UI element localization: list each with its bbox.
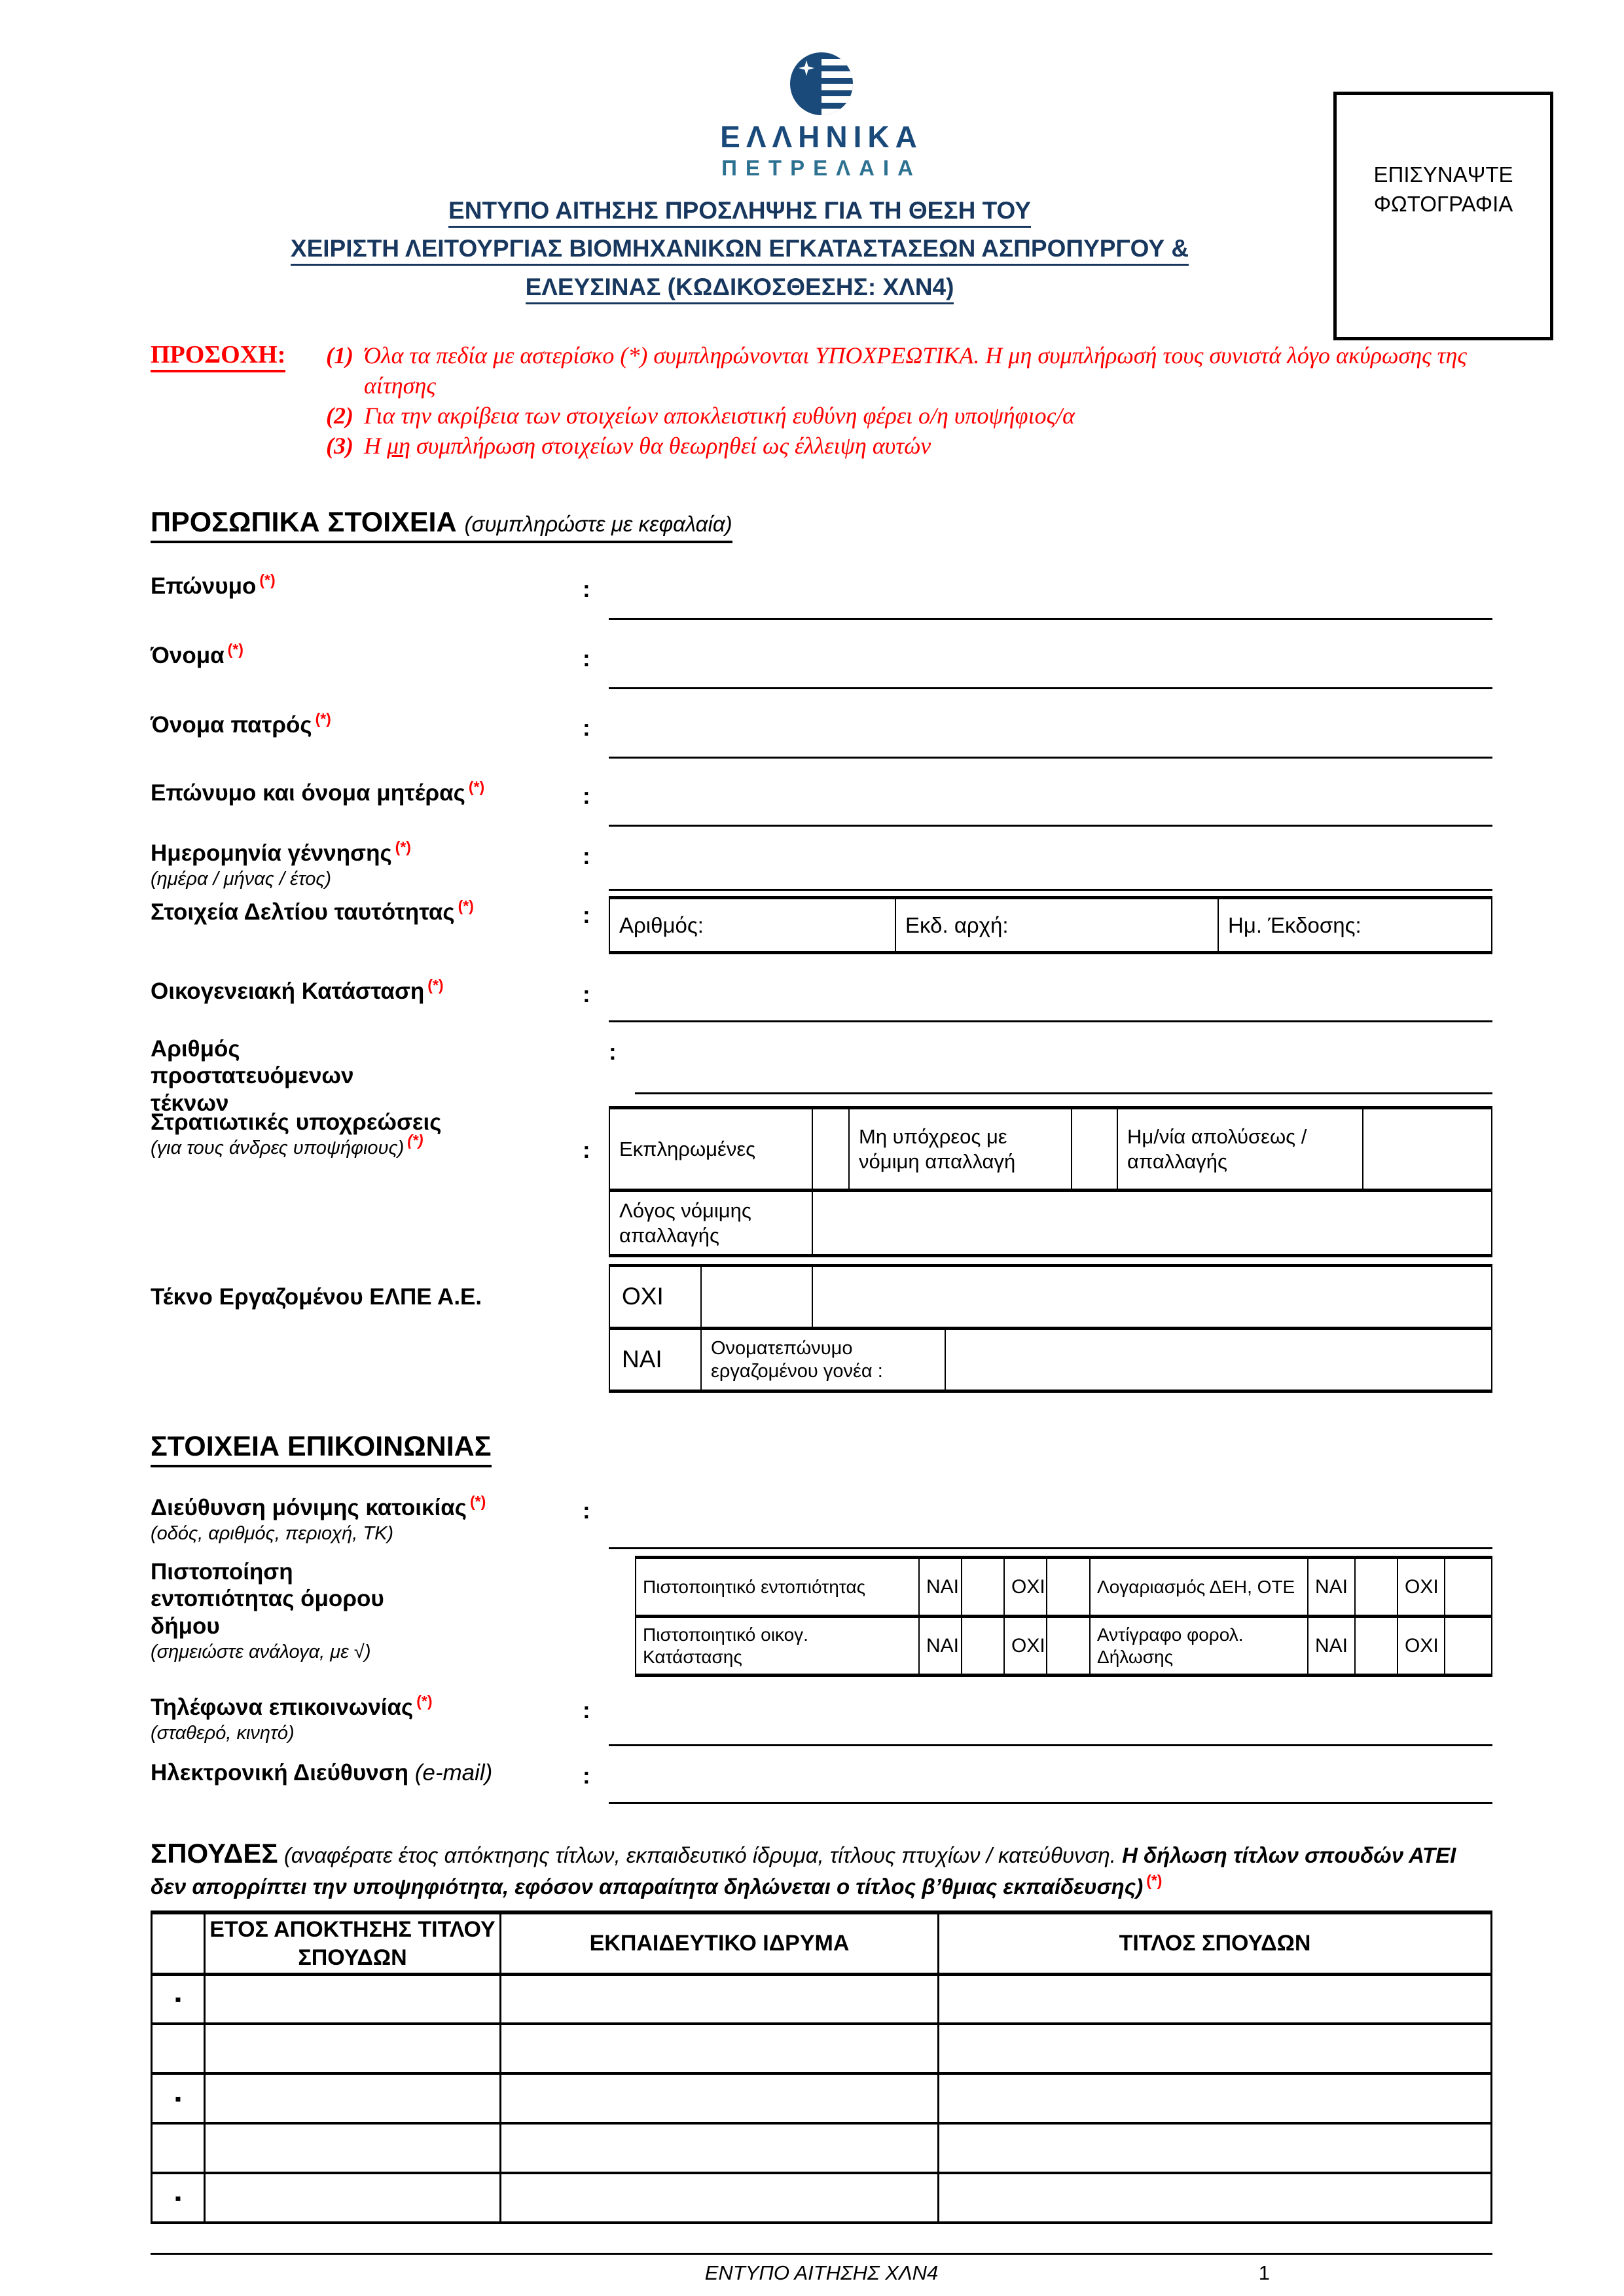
field-row-mother-name	[151, 777, 1492, 827]
identity-card-colon: :	[583, 903, 590, 929]
footer-form-code: ΕΝΤΥΠΟ ΑΙΤΗΣΗΣ ΧΛΝ4	[704, 2261, 939, 2285]
warning-label: ΠΡΟΣΟΧΗ:	[151, 340, 326, 461]
cert-tax-copy-no-label: ΟΧΙ	[1398, 1617, 1445, 1676]
email-colon: :	[583, 1763, 590, 1789]
elpe-employee-child-table	[609, 1264, 1492, 1393]
required-star: (*)	[395, 838, 411, 856]
form-title-line-2: ΧΕΙΡΙΣΤΗ ΛΕΙΤΟΥΡΓΙΑΣ ΒΙΟΜΗΧΑΝΙΚΩΝ ΕΓΚΑΤΑΣΤΑΣΕΩΝ ΑΣΠΡΟΠΥΡΓΟΥ &	[291, 235, 1189, 266]
contact-heading-text: ΣΤΟΙΧΕΙΑ ΕΠΙΚΟΙΝΩΝΙΑΣ	[151, 1431, 492, 1463]
marital-status-label: Οικογενειακή Κατάσταση (*)	[151, 977, 444, 1005]
bullet-icon: ▪	[152, 1974, 205, 2024]
education-row-3-title-cell[interactable]	[939, 2073, 1492, 2123]
elpe-no-extra-cell[interactable]	[812, 1266, 1492, 1329]
field-row-address	[151, 1492, 1492, 1549]
marital-status-input-line[interactable]	[609, 975, 1492, 1022]
form-title	[151, 196, 1329, 302]
warning-item-3-number: (3)	[326, 432, 353, 459]
military-fulfilled-checkbox[interactable]	[812, 1108, 849, 1191]
military-fulfilled-label: Εκπληρωμένες	[609, 1108, 812, 1191]
page-footer	[151, 2253, 1492, 2285]
education-row-2-title-cell[interactable]	[939, 2024, 1492, 2073]
education-row-2	[152, 2024, 1492, 2073]
mother-name-label: Επώνυμο και όνομα μητέρας (*)	[151, 778, 485, 806]
protected-children-input-line[interactable]	[635, 1033, 1492, 1094]
surname-input-line[interactable]	[609, 570, 1492, 620]
phones-label: Τηλέφωνα επικοινωνίας (*) (σταθερό, κινητό)	[151, 1691, 583, 1746]
address-label: Διεύθυνση μόνιμης κατοικίας (*) (οδός, αριθμός, περιοχή, ΤΚ)	[151, 1492, 583, 1549]
education-row-1-year-cell[interactable]	[205, 1974, 501, 2024]
military-exempt-checkbox[interactable]	[1072, 1108, 1117, 1191]
marital-status-colon: :	[583, 982, 590, 1008]
elpe-no-label: ΟΧΙ	[609, 1266, 701, 1329]
mother-name-input-line[interactable]	[609, 777, 1492, 827]
education-row-1-title-cell[interactable]	[939, 1974, 1492, 2024]
elpe-parent-name-cell[interactable]	[945, 1329, 1492, 1391]
cert-family-status-no-label: ΟΧΙ	[1004, 1617, 1047, 1676]
warning-item-2-number: (2)	[326, 402, 353, 429]
cert-utility-bill-no-label: ΟΧΙ	[1398, 1558, 1445, 1617]
military-exempt-label: Μη υπόχρεος με νόμιμη απαλλαγή	[849, 1108, 1072, 1191]
education-year-header: ΕΤΟΣ ΑΠΟΚΤΗΣΗΣ ΤΙΤΛΟΥ ΣΠΟΥΔΩΝ	[205, 1912, 501, 1974]
email-label: Ηλεκτρονική Διεύθυνση (e-mail)	[151, 1760, 493, 1786]
bullet-icon: ▪	[152, 2073, 205, 2123]
field-row-email	[151, 1757, 1492, 1804]
phones-input-line[interactable]	[609, 1691, 1492, 1746]
warning-item-1-number: (1)	[326, 342, 353, 368]
name-input-line[interactable]	[609, 639, 1492, 689]
elpe-parent-name-label: Ονοματεπώνυμο εργαζομένου γονέα :	[701, 1329, 945, 1391]
military-exemption-reason-cell[interactable]	[812, 1191, 1492, 1256]
elpe-no-checkbox[interactable]	[701, 1266, 812, 1329]
locality-certification-label: Πιστοποίηση εντοπιότητας όμορου δήμου (σημειώστε ανάλογα, με √)	[151, 1556, 442, 1677]
military-exemption-reason-label: Λόγος νόμιμης απαλλαγής	[609, 1191, 812, 1256]
mother-name-colon: :	[583, 783, 590, 810]
education-row-2-institution-cell[interactable]	[501, 2024, 939, 2073]
required-star: (*)	[458, 897, 474, 915]
cert-family-status-no-checkbox[interactable]	[1047, 1617, 1090, 1676]
military-service-table	[609, 1106, 1492, 1257]
education-row-3-year-cell[interactable]	[205, 2073, 501, 2123]
id-issue-date-cell[interactable]: Ημ. Έκδοσης:	[1218, 898, 1492, 953]
protected-children-label: Αριθμός προστατευόμενων τέκνων	[151, 1036, 354, 1116]
education-row-1-institution-cell[interactable]	[501, 1974, 939, 2024]
field-row-phones	[151, 1691, 1492, 1746]
cert-utility-bill-label: Λογαριασμός ΔΕΗ, ΟΤΕ	[1090, 1558, 1308, 1617]
company-logo-icon	[789, 51, 854, 117]
cert-utility-bill-no-checkbox[interactable]	[1445, 1558, 1492, 1617]
education-row-5-institution-cell[interactable]	[501, 2173, 939, 2223]
cert-locality-no-label: ΟΧΙ	[1004, 1558, 1047, 1617]
section-heading-contact	[151, 1431, 1492, 1463]
surname-label: Επώνυμο (*)	[151, 571, 276, 600]
cert-utility-bill-yes-checkbox[interactable]	[1355, 1558, 1398, 1617]
education-row-4	[152, 2123, 1492, 2173]
cert-locality-no-checkbox[interactable]	[1047, 1558, 1090, 1617]
field-row-name	[151, 639, 1492, 689]
education-row-5-year-cell[interactable]	[205, 2173, 501, 2223]
field-row-father-name	[151, 709, 1492, 759]
required-star: (*)	[427, 977, 444, 994]
education-row-4-year-cell[interactable]	[205, 2123, 501, 2173]
cert-family-status-label: Πιστοποιητικό οικογ. Κατάστασης	[636, 1617, 919, 1676]
warning-item-1	[326, 340, 1492, 401]
military-service-sublabel: (για τους άνδρες υποψήφιους) (*)	[151, 1132, 424, 1159]
studies-intro	[151, 1835, 1492, 1901]
required-star: (*)	[259, 571, 276, 589]
address-colon: :	[583, 1498, 590, 1524]
name-label: Όνομα (*)	[151, 641, 244, 669]
education-row-5-title-cell[interactable]	[939, 2173, 1492, 2223]
education-row-1	[152, 1974, 1492, 2024]
education-bullet-header	[152, 1912, 205, 1974]
address-input-line[interactable]	[609, 1492, 1492, 1549]
identity-card-table	[609, 896, 1492, 954]
required-star: (*)	[407, 1132, 424, 1149]
cert-locality-yes-label: ΝΑΙ	[919, 1558, 962, 1617]
father-name-label: Όνομα πατρός (*)	[151, 710, 331, 738]
warning-item-1-text: Όλα τα πεδία με αστερίσκο (*) συμπληρώνονται ΥΠΟΧΡΕΩΤΙΚΑ. Η μη συμπλήρωσή τους συνιστά λόγο ακύρωσης της αίτησης	[364, 342, 1468, 399]
footer-page-number: 1	[1258, 2261, 1270, 2285]
cert-tax-copy-no-checkbox[interactable]	[1445, 1617, 1492, 1676]
field-row-military-service	[151, 1106, 1492, 1257]
personal-heading-text: ΠΡΟΣΩΠΙΚΑ ΣΤΟΙΧΕΙΑ	[151, 507, 457, 539]
education-table	[151, 1910, 1492, 2224]
military-service-colon: :	[583, 1138, 590, 1164]
cert-family-status-yes-checkbox[interactable]	[962, 1617, 1004, 1676]
warning-item-3	[326, 431, 1492, 461]
studies-note-bold: Η δήλωση τίτλων σπουδών ΑΤΕΙ δεν απορρίπτει την υποψηφιότητα, εφόσον απαραίτητα δηλώνεται ο τίτλος β’θμιας εκπαίδευσης)	[151, 1843, 1456, 1899]
education-row-4-institution-cell[interactable]	[501, 2123, 939, 2173]
photo-attachment-label: ΕΠΙΣΥΝΑΨΤΕ ΦΩΤΟΓΡΑΦΙΑ	[1373, 162, 1513, 216]
personal-heading-note: (συμπληρώστε με κεφαλαία)	[464, 512, 732, 537]
military-discharge-date-cell[interactable]	[1363, 1108, 1492, 1191]
warning-item-3-text: Η μη συμπλήρωση στοιχείων θα θεωρηθεί ως έλλειψη αυτών	[364, 432, 931, 459]
required-star: (*)	[315, 710, 331, 728]
field-row-identity-card	[151, 896, 1492, 954]
field-row-locality-certification	[151, 1556, 1492, 1677]
identity-card-label: Στοιχεία Δελτίου ταυτότητας (*)	[151, 897, 474, 925]
required-star: (*)	[469, 1493, 486, 1511]
cert-locality-yes-checkbox[interactable]	[962, 1558, 1004, 1617]
cert-tax-copy-yes-label: ΝΑΙ	[1308, 1617, 1355, 1676]
field-row-elpe-employee-child	[151, 1264, 1492, 1393]
id-number-cell[interactable]: Αριθμός:	[609, 898, 895, 953]
elpe-employee-child-label: Τέκνο Εργαζομένου ΕΛΠΕ Α.Ε.	[151, 1284, 482, 1310]
photo-attachment-box[interactable]	[1333, 92, 1553, 340]
field-row-marital-status	[151, 975, 1492, 1022]
education-row-5	[152, 2173, 1492, 2223]
cert-tax-copy-yes-checkbox[interactable]	[1355, 1617, 1398, 1676]
birth-date-sublabel: (ημέρα / μήνας / έτος)	[151, 869, 332, 890]
warning-items	[326, 340, 1492, 461]
birth-date-input-line[interactable]	[609, 837, 1492, 891]
required-star: (*)	[1146, 1871, 1163, 1889]
field-row-surname	[151, 570, 1492, 620]
cert-tax-copy-label: Αντίγραφο φορολ. Δήλωσης	[1090, 1617, 1308, 1676]
warning-block	[151, 340, 1492, 461]
company-name-line2: ΠΕΤΡΕΛΑΙΑ	[721, 156, 922, 180]
education-row-2-year-cell[interactable]	[205, 2024, 501, 2073]
birth-date-label: Ημερομηνία γέννησης (*) (ημέρα / μήνας / έτος)	[151, 837, 583, 891]
locality-certification-table	[635, 1556, 1492, 1677]
required-star: (*)	[227, 641, 244, 658]
education-row-3	[152, 2073, 1492, 2123]
cert-locality-label: Πιστοποιητικό εντοπιότητας	[636, 1558, 919, 1617]
company-logo	[151, 51, 1492, 179]
education-title-header: ΤΙΤΛΟΣ ΣΠΟΥΔΩΝ	[939, 1912, 1492, 1974]
education-table-header-row	[152, 1912, 1492, 1974]
email-sublabel: (e-mail)	[414, 1760, 493, 1786]
required-star: (*)	[468, 778, 485, 796]
field-row-protected-children	[151, 1033, 1492, 1116]
protected-children-colon: :	[609, 1039, 617, 1066]
warning-item-2	[326, 401, 1492, 431]
birth-date-colon: :	[583, 844, 590, 870]
company-name-line1: ΕΛΛΗΝΙΚΑ	[720, 120, 923, 154]
bullet-icon: ▪	[152, 2173, 205, 2223]
military-discharge-date-label: Ημ/νία απολύσεως /απαλλαγής	[1117, 1108, 1363, 1191]
cert-utility-bill-yes-label: ΝΑΙ	[1308, 1558, 1355, 1617]
form-title-line-3: ΕΛΕΥΣΙΝΑΣ (ΚΩΔΙΚΟΣΘΕΣΗΣ: ΧΛΝ4)	[526, 274, 954, 304]
locality-certification-sublabel: (σημειώστε ανάλογα, με √)	[151, 1641, 371, 1662]
field-row-birth-date	[151, 837, 1492, 891]
cert-family-status-yes-label: ΝΑΙ	[919, 1617, 962, 1676]
father-name-colon: :	[583, 715, 590, 742]
phones-colon: :	[583, 1698, 590, 1724]
section-heading-personal	[151, 507, 1492, 539]
studies-heading: ΣΠΟΥΔΕΣ	[151, 1838, 278, 1869]
email-input-line[interactable]	[609, 1757, 1492, 1804]
form-title-line-1: ΕΝΤΥΠΟ ΑΙΤΗΣΗΣ ΠΡΟΣΛΗΨΗΣ ΓΙΑ ΤΗ ΘΕΣΗ ΤΟΥ	[448, 197, 1031, 228]
father-name-input-line[interactable]	[609, 709, 1492, 759]
warning-item-2-text: Για την ακρίβεια των στοιχείων αποκλειστική ευθύνη φέρει ο/η υποψήφιος/α	[364, 402, 1075, 429]
address-sublabel: (οδός, αριθμός, περιοχή, ΤΚ)	[151, 1523, 394, 1545]
surname-colon: :	[583, 577, 590, 603]
phones-sublabel: (σταθερό, κινητό)	[151, 1723, 295, 1744]
military-service-label: Στρατιωτικές υποχρεώσεις (για τους άνδρες υποψήφιους) (*)	[151, 1106, 583, 1257]
education-row-4-title-cell[interactable]	[939, 2123, 1492, 2173]
id-authority-cell[interactable]: Εκδ. αρχή:	[895, 898, 1218, 953]
education-institution-header: ΕΚΠΑΙΔΕΥΤΙΚΟ ΙΔΡΥΜΑ	[501, 1912, 939, 1974]
name-colon: :	[583, 646, 590, 672]
elpe-yes-label: ΝΑΙ	[609, 1329, 701, 1391]
required-star: (*)	[416, 1693, 433, 1710]
education-row-3-institution-cell[interactable]	[501, 2073, 939, 2123]
studies-note-italic: (αναφέρατε έτος απόκτησης τίτλων, εκπαιδευτικό ίδρυμα, τίτλους πτυχίων / κατεύθυνση.	[283, 1843, 1116, 1868]
